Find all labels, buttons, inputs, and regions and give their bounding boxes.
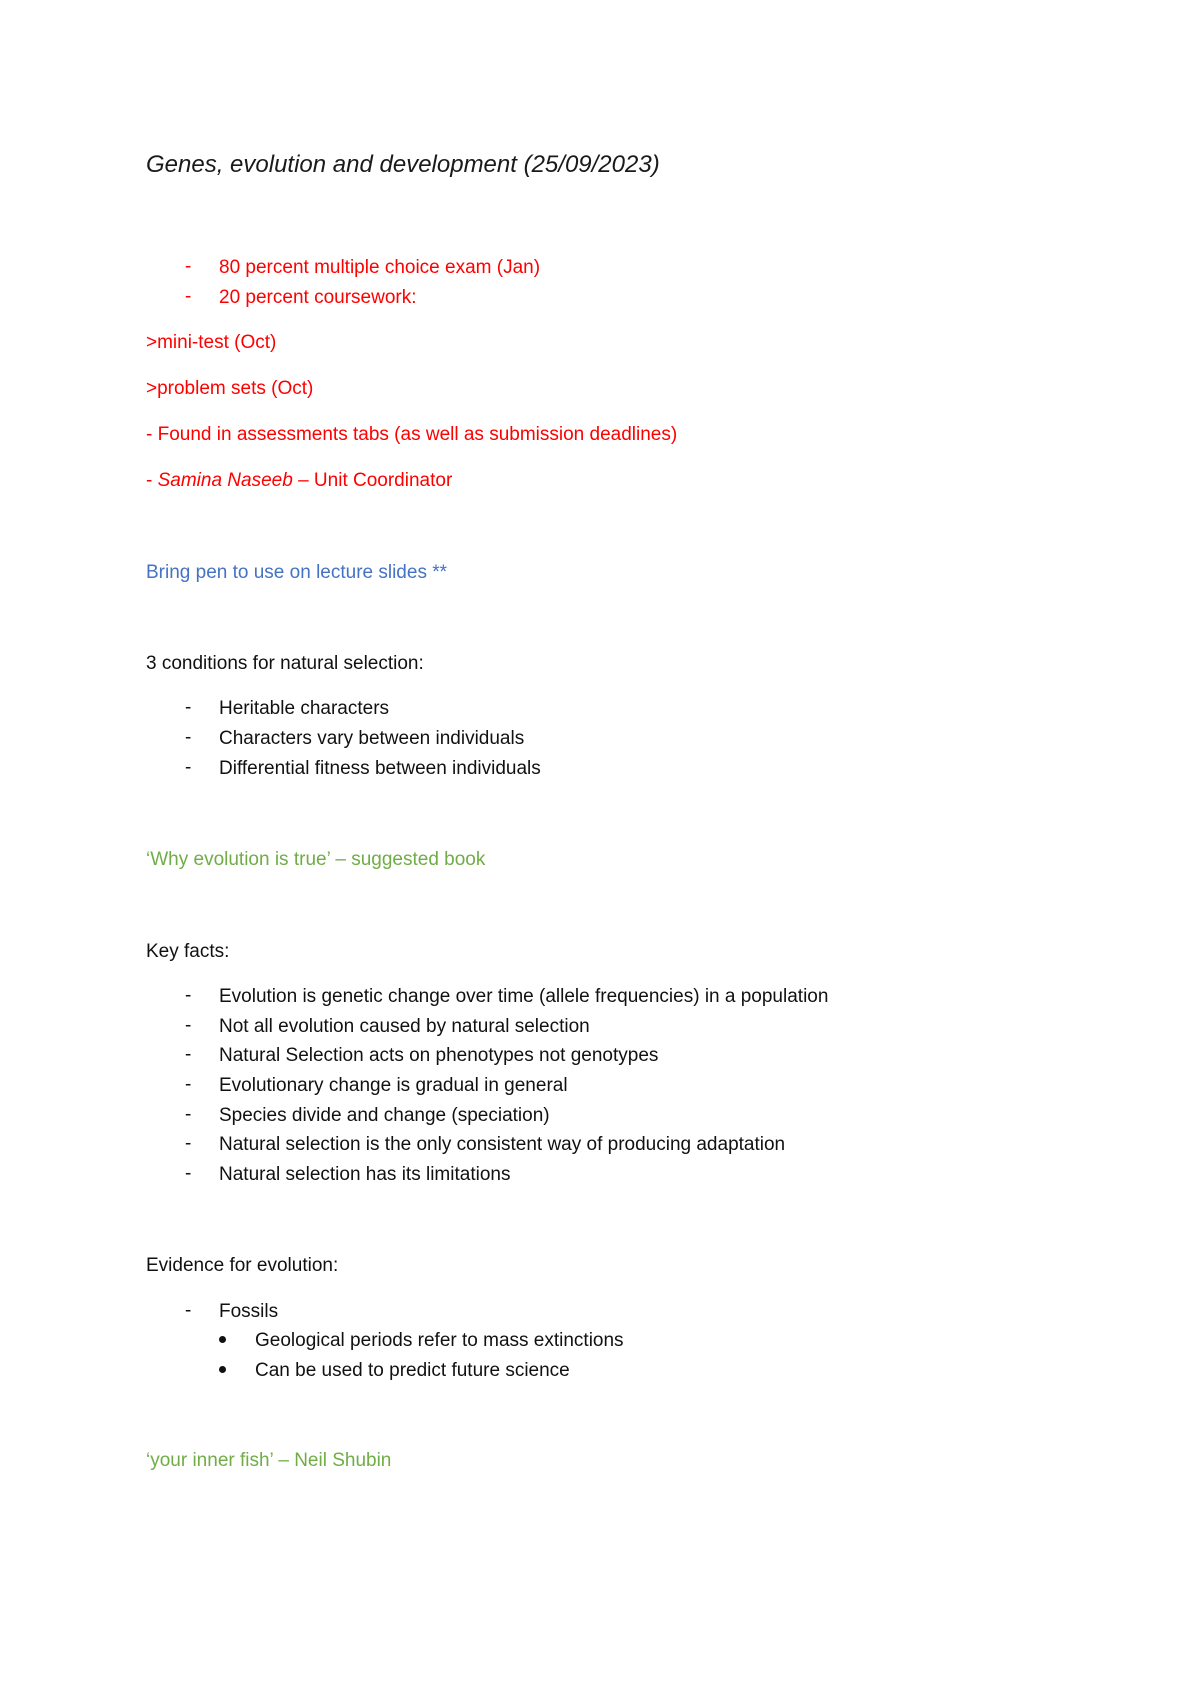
problem-sets-note: >problem sets (Oct) (146, 378, 314, 399)
bullet-dot-icon (219, 1366, 226, 1373)
list-item: Evolutionary change is gradual in general (219, 1075, 568, 1096)
dash-bullet: - (185, 256, 192, 277)
coordinator-note (146, 469, 452, 493)
mini-test-note: >mini-test (Oct) (146, 332, 277, 353)
dash-bullet: - (185, 727, 192, 748)
list-item: 20 percent coursework: (219, 287, 417, 308)
dash-bullet: - (185, 1300, 192, 1321)
suggested-book-2: ‘your inner fish’ – Neil Shubin (146, 1450, 392, 1471)
suggested-book: ‘Why evolution is true’ – suggested book (146, 849, 486, 870)
page-title: Genes, evolution and development (25/09/2023) (146, 151, 660, 178)
dash-bullet: - (185, 1163, 192, 1184)
list-item: Fossils (219, 1301, 279, 1322)
list-item: Natural selection is the only consistent way of producing adaptation (219, 1134, 786, 1155)
reminder-note: Bring pen to use on lecture slides ** (146, 562, 448, 583)
sub-list-item: Can be used to predict future science (255, 1360, 570, 1381)
dash-bullet: - (185, 1015, 192, 1036)
list-item: Heritable characters (219, 698, 390, 719)
list-item: 80 percent multiple choice exam (Jan) (219, 257, 541, 278)
dash-bullet: - (185, 1104, 192, 1125)
dash-bullet: - (185, 697, 192, 718)
list-item: Natural selection has its limitations (219, 1164, 511, 1185)
dash-bullet: - (185, 985, 192, 1006)
list-item: Differential fitness between individuals (219, 758, 541, 779)
coordinator-prefix: - (146, 470, 158, 491)
dash-bullet: - (185, 286, 192, 307)
conditions-heading: 3 conditions for natural selection: (146, 653, 424, 674)
dash-bullet: - (185, 1133, 192, 1154)
key-facts-heading: Key facts: (146, 941, 230, 962)
bullet-dot-icon (219, 1336, 226, 1343)
coordinator-name: Samina Naseeb (157, 470, 293, 491)
list-item: Natural Selection acts on phenotypes not genotypes (219, 1045, 659, 1066)
assessments-tab-note: - Found in assessments tabs (as well as submission deadlines) (146, 424, 678, 445)
evidence-heading: Evidence for evolution: (146, 1255, 339, 1276)
list-item: Species divide and change (speciation) (219, 1105, 550, 1126)
sub-list-item: Geological periods refer to mass extinctions (255, 1330, 624, 1351)
list-item: Evolution is genetic change over time (allele frequencies) in a population (219, 986, 829, 1007)
dash-bullet: - (185, 1074, 192, 1095)
list-item: Not all evolution caused by natural selection (219, 1016, 590, 1037)
coordinator-suffix: – Unit Coordinator (292, 470, 453, 491)
dash-bullet: - (185, 757, 192, 778)
dash-bullet: - (185, 1044, 192, 1065)
list-item: Characters vary between individuals (219, 728, 525, 749)
